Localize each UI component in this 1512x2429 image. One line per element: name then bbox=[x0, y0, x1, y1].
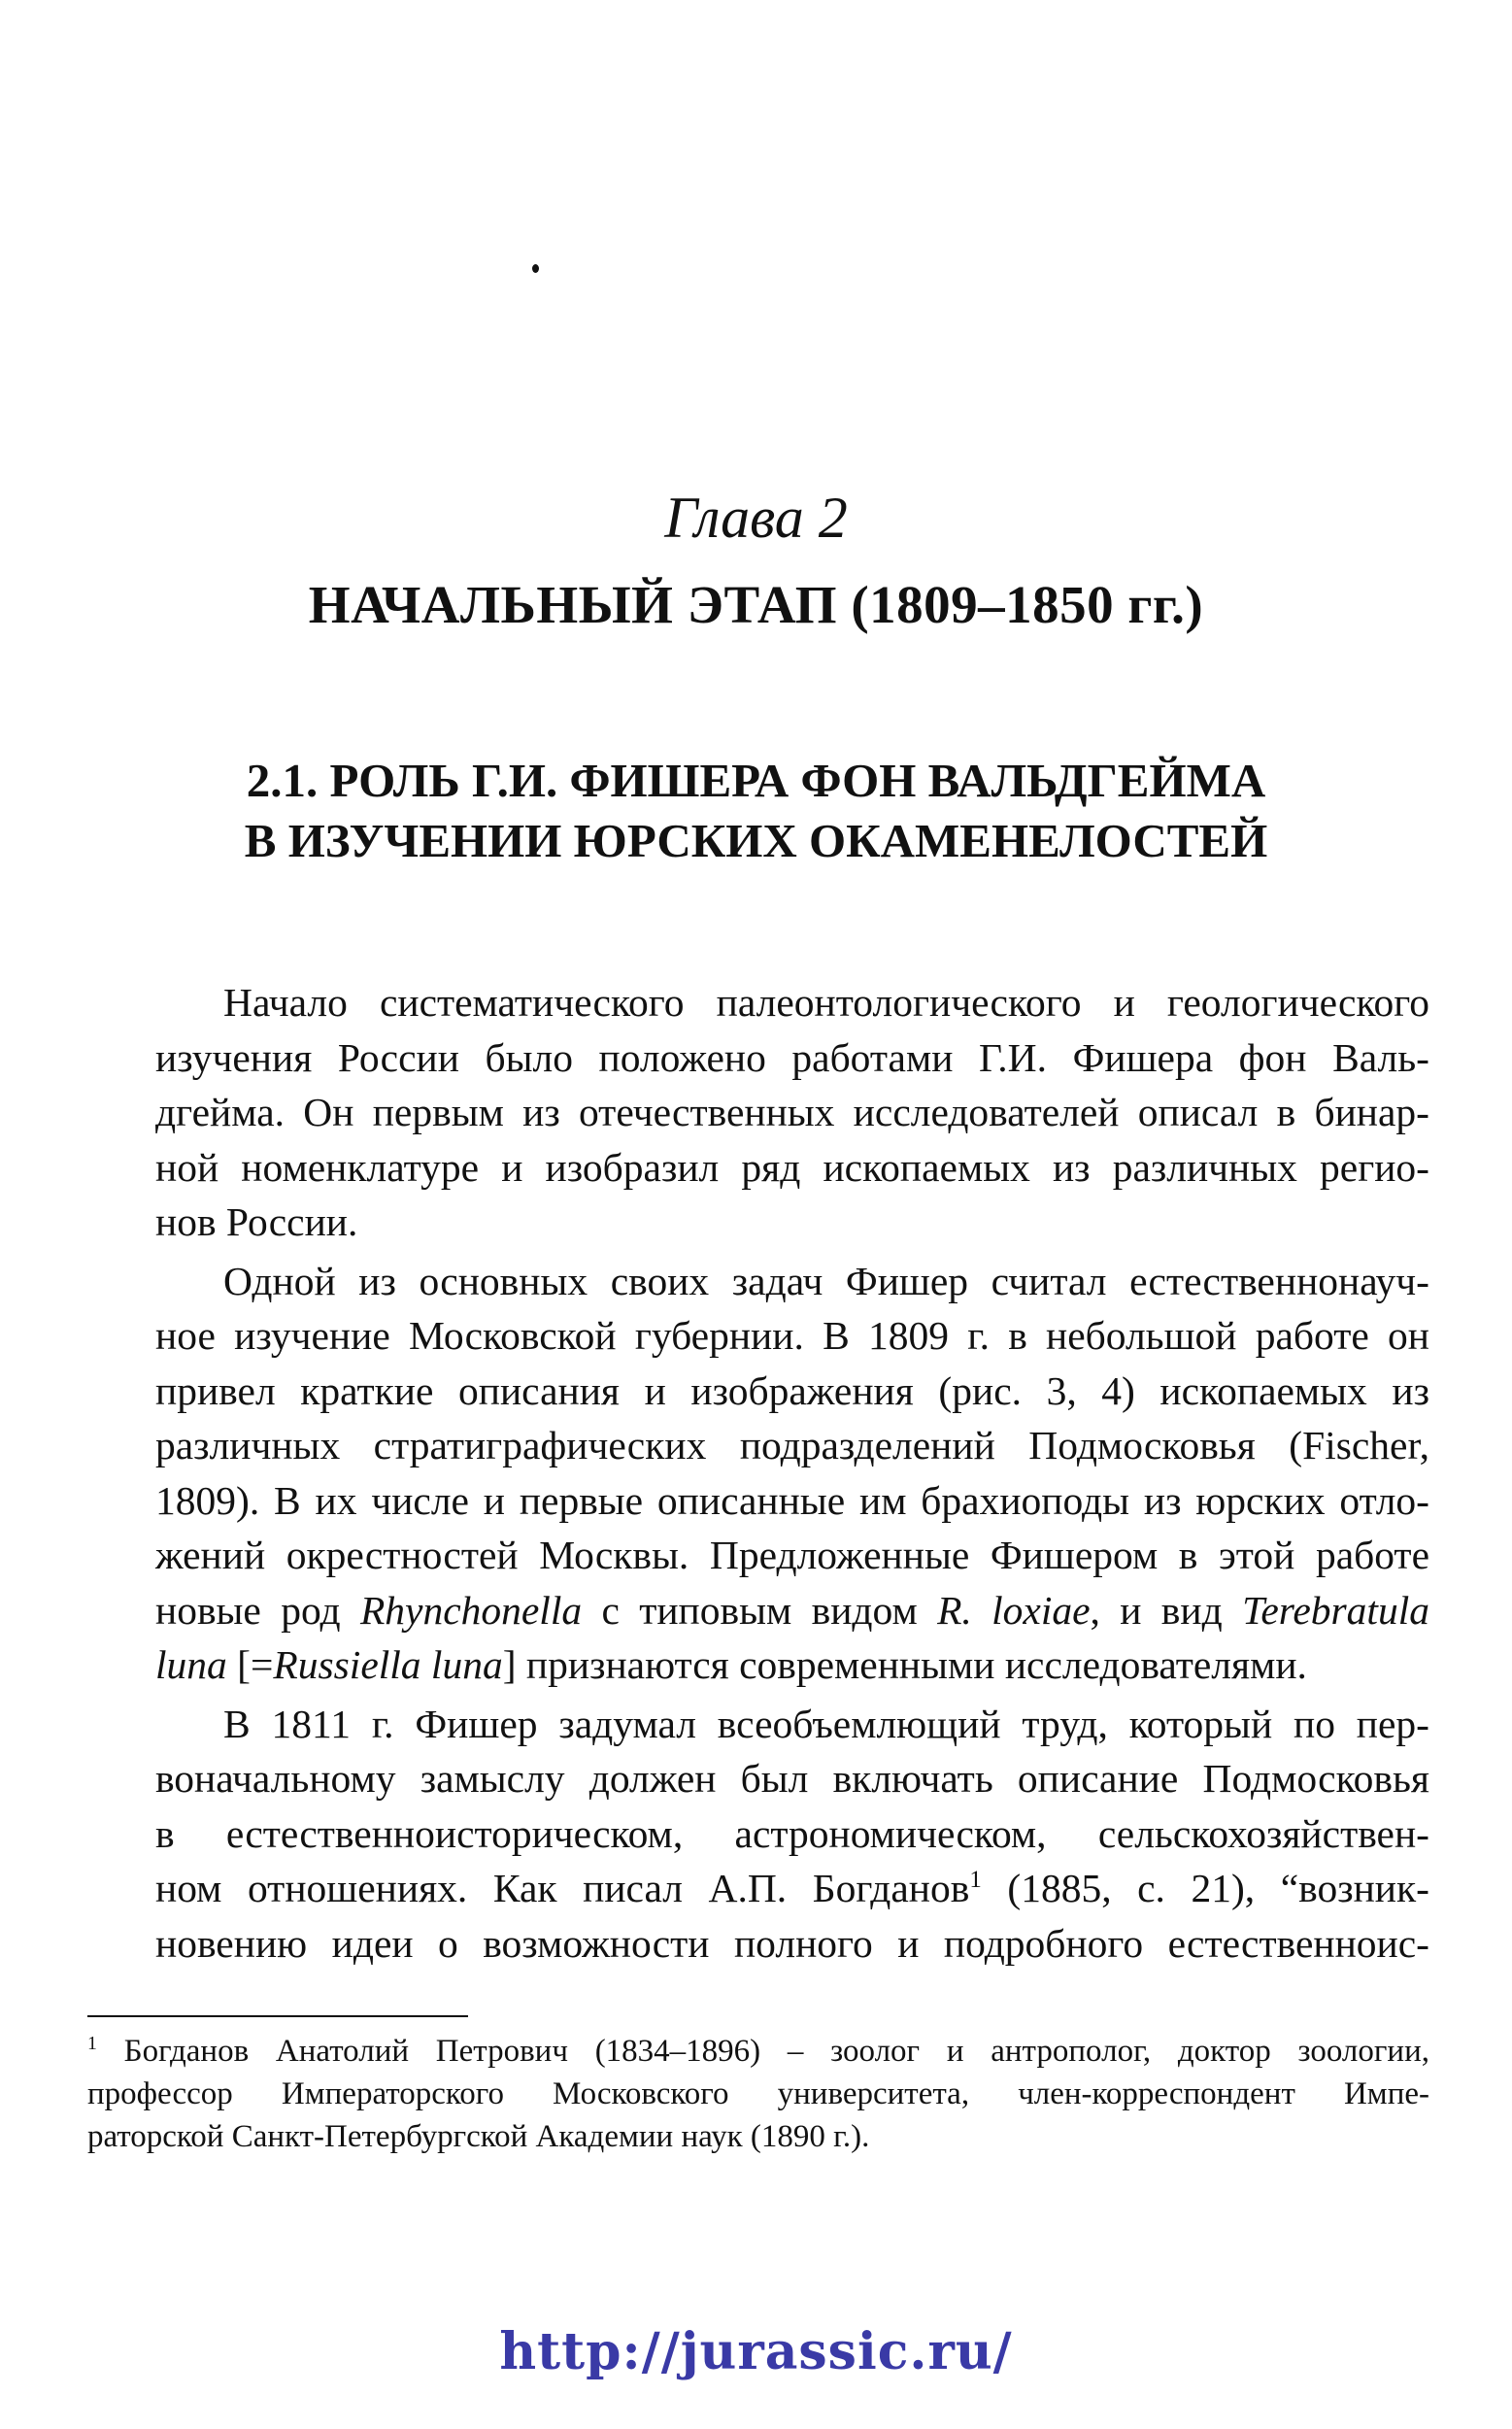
footnote-line bbox=[87, 2030, 1429, 2073]
chapter-label: Глава 2 bbox=[664, 486, 848, 550]
text-line bbox=[87, 1637, 1429, 1693]
text-line: новению идеи о возможности полного и подробного естественноис- bbox=[155, 1920, 1429, 1966]
text-fragment: с типовым видом bbox=[582, 1587, 938, 1633]
footnote-line: раторской Санкт-Петербургской Академии наук (1890 г.). bbox=[87, 2119, 870, 2154]
text-fragment: (1885, с. 21), “возник- bbox=[981, 1866, 1429, 1910]
genus-name: Rhynchonella bbox=[359, 1587, 583, 1633]
species-name: Terebratula bbox=[1242, 1587, 1429, 1633]
text-line: В 1811 г. Фишер задумал всеобъемлющий труд, который по пер- bbox=[223, 1701, 1429, 1746]
species-name: R. loxiae bbox=[937, 1587, 1091, 1633]
footnote bbox=[87, 2030, 1429, 2158]
text-line: изучения России было положено работами Г.И. Фишера фон Валь- bbox=[155, 1034, 1429, 1080]
footnote-divider bbox=[87, 2015, 468, 2017]
text-line: привел краткие описания и изображения (рис. 3, 4) ископаемых из bbox=[155, 1367, 1429, 1413]
paragraph-3 bbox=[87, 1697, 1429, 1972]
text-fragment: , и вид bbox=[1090, 1587, 1243, 1633]
text-line: жений окрестностей Москвы. Предложенные Фишером в этой работе bbox=[155, 1533, 1429, 1577]
paragraph-1 bbox=[87, 975, 1429, 1250]
text-fragment: ном отношениях. Как писал А.П. Богданов bbox=[155, 1866, 970, 1910]
text-line: ное изучение Московской губернии. В 1809 г. в небольшой работе он bbox=[155, 1313, 1429, 1358]
text-fragment: новые род bbox=[155, 1587, 360, 1633]
species-name: luna bbox=[155, 1642, 227, 1687]
synonym-name: Russiella luna bbox=[273, 1642, 503, 1687]
source-url-watermark[interactable]: http://jurassic.ru/ bbox=[499, 2322, 1013, 2381]
text-fragment: [= bbox=[226, 1642, 274, 1687]
footnote-reference[interactable]: 1 bbox=[969, 1867, 982, 1894]
text-line: дгейма. Он первым из отечественных исследователей описал в бинар- bbox=[155, 1090, 1429, 1134]
paragraph-2 bbox=[87, 1254, 1429, 1693]
text-line: Начало систематического палеонтологического и геологического bbox=[223, 980, 1429, 1025]
text-line bbox=[87, 1583, 1429, 1638]
section-title-line: В ИЗУЧЕНИИ ЮРСКИХ ОКАМЕНЕЛОСТЕЙ bbox=[244, 814, 1268, 867]
body-text bbox=[87, 975, 1429, 1974]
section-title bbox=[0, 751, 1512, 871]
text-fragment: ] признаются современными исследователями. bbox=[502, 1642, 1307, 1687]
text-line: различных стратиграфических подразделений Подмосковья (Fischer, bbox=[155, 1423, 1429, 1468]
section-title-line: 2.1. РОЛЬ Г.И. ФИШЕРА ФОН ВАЛЬДГЕЙМА bbox=[246, 754, 1266, 807]
text-line: Одной из основных своих задач Фишер считал естественнонауч- bbox=[223, 1258, 1429, 1303]
chapter-title: НАЧАЛЬНЫЙ ЭТАП (1809–1850 гг.) bbox=[308, 575, 1204, 634]
text-line: воначальному замыслу должен был включать описание Подмосковья bbox=[155, 1756, 1429, 1801]
text-fragment: Богданов Анатолий Петрович (1834–1896) – зоолог и антрополог, доктор зоологии, bbox=[96, 2034, 1429, 2069]
print-speck bbox=[532, 264, 539, 273]
footnote-line: профессор Императорского Московского университета, член-корреспондент Импе- bbox=[87, 2076, 1429, 2111]
footnote-marker: 1 bbox=[87, 2033, 97, 2054]
text-line: 1809). В их числе и первые описанные им брахиоподы из юрских отло- bbox=[155, 1477, 1429, 1523]
text-line: нов России. bbox=[155, 1199, 358, 1244]
text-line: в естественноисторическом, астрономическом, сельскохозяйствен- bbox=[155, 1810, 1429, 1856]
text-line bbox=[87, 1861, 1429, 1916]
text-line: ной номенклатуре и изобразил ряд ископаемых из различных регио- bbox=[155, 1144, 1429, 1190]
